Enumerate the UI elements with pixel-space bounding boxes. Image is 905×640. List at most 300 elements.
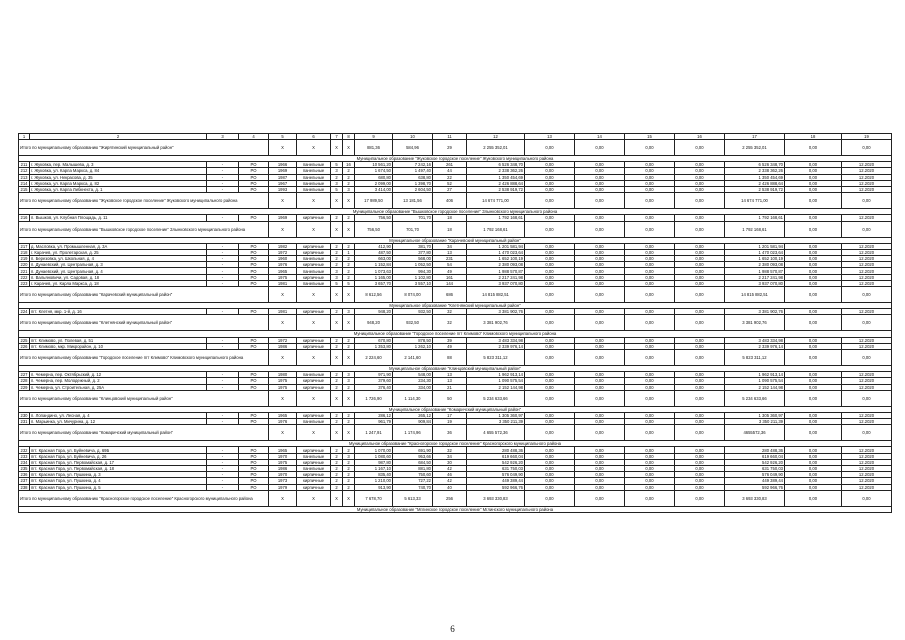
table-cell: РО	[239, 447, 269, 453]
table-cell: 0,00	[525, 215, 575, 221]
table-cell: РО	[239, 180, 269, 186]
table-cell: 0,00	[675, 412, 725, 418]
table-cell: 379,60	[355, 378, 393, 384]
table-cell: 2 152 144,98	[467, 384, 525, 390]
table-cell: X	[297, 287, 331, 303]
table-cell: 261	[433, 162, 467, 168]
table-cell: 7 678,70	[355, 490, 393, 506]
table-cell: 2	[331, 309, 343, 315]
table-cell: 1 674,50	[355, 168, 393, 174]
section-heading-row	[19, 506, 892, 512]
table-cell: 0,00	[785, 459, 842, 465]
table-cell: 0,00	[525, 459, 575, 465]
table-cell: 0,00	[785, 249, 842, 255]
table-cell: г. Жуковка, ул. Карла Маркса, д. 82	[30, 180, 207, 186]
table-cell: 1 398,70	[393, 180, 433, 186]
table-cell: 3 483 334,98	[467, 337, 525, 343]
table-cell: 0,00	[575, 484, 625, 490]
table-cell: 2	[343, 484, 355, 490]
table-cell: 5 613,33	[393, 490, 433, 506]
table-cell: 0,00	[625, 280, 675, 286]
table-cell: X	[297, 221, 331, 237]
subtotal-row	[19, 349, 892, 365]
table-cell: РО	[239, 378, 269, 384]
table-cell: X	[297, 315, 331, 331]
table-cell: 161	[433, 274, 467, 280]
table-cell: 3 693 330,83	[725, 490, 785, 506]
table-cell: 0,00	[575, 466, 625, 472]
table-cell: кирпичные	[297, 274, 331, 280]
table-cell: панельные	[297, 256, 331, 262]
table-cell: 0,00	[675, 378, 725, 384]
subtotal-row	[19, 425, 892, 441]
table-cell: 0,00	[785, 478, 842, 484]
table-cell: X	[343, 287, 355, 303]
table-cell: 2 152 144,98	[725, 384, 785, 390]
table-cell: 1 988 570,87	[725, 268, 785, 274]
table-cell: 12.2020	[842, 412, 892, 418]
table-cell: 2 538 919,72	[725, 186, 785, 192]
table-cell: РО	[239, 280, 269, 286]
table-cell: 0,00	[785, 140, 842, 156]
table-cell: пгт. Красная Гора, ул. Буйневича, д. 69Б	[30, 447, 207, 453]
table-cell: г. Жуковка, пер. Малышева, д. 3	[30, 162, 207, 168]
table-cell: -	[207, 343, 239, 349]
table-cell: -	[207, 274, 239, 280]
table-cell: 32	[433, 447, 467, 453]
table-cell: 32	[433, 315, 467, 331]
table-cell: 234,30	[393, 378, 433, 384]
column-number: 15	[625, 134, 675, 140]
table-cell: РО	[239, 472, 269, 478]
column-number: 1	[19, 134, 30, 140]
table-cell: 0,00	[625, 466, 675, 472]
table-cell: 0,00	[675, 419, 725, 425]
table-cell: 1976	[269, 419, 297, 425]
table-cell: 0,00	[625, 384, 675, 390]
table-cell: 0,00	[625, 459, 675, 465]
table-cell: 0,00	[785, 466, 842, 472]
table-cell: панельные	[297, 419, 331, 425]
table-cell: 1 070,00	[355, 447, 393, 453]
subtotal-row	[19, 490, 892, 506]
table-cell: 2	[343, 343, 355, 349]
table-cell: 1965	[269, 268, 297, 274]
table-cell: 0,00	[842, 349, 892, 365]
table-cell: РО	[239, 484, 269, 490]
table-cell: -	[207, 249, 239, 255]
table-cell: РО	[239, 274, 269, 280]
table-cell: 542 926,20	[725, 459, 785, 465]
table-cell: 1 102,80	[393, 274, 433, 280]
table-cell: 2	[343, 262, 355, 268]
table-cell: 0,00	[675, 280, 725, 286]
table-cell: 2 338 362,26	[467, 168, 525, 174]
table-cell: РО	[239, 256, 269, 262]
table-cell: X	[343, 315, 355, 331]
table-cell: X	[269, 221, 297, 237]
table-cell: кирпичные	[297, 472, 331, 478]
table-cell: г. Карачев, ул. Пролетарская, д. 25	[30, 249, 207, 255]
table-cell: 0,00	[525, 419, 575, 425]
table-cell: 0,00	[675, 309, 725, 315]
table-cell: 0,00	[675, 484, 725, 490]
table-cell: 3 657,70	[355, 280, 393, 286]
table-cell: 0,00	[525, 472, 575, 478]
table-cell: 0,00	[525, 268, 575, 274]
table-cell: 3	[331, 180, 343, 186]
table-cell: 376,40	[355, 384, 393, 390]
table-cell: 0,00	[575, 419, 625, 425]
table-cell: -	[207, 268, 239, 274]
table-cell: 39	[433, 337, 467, 343]
table-cell: 233	[20, 453, 28, 459]
section-heading: Муниципальное образование "Мглинское городское поселение" Мглинского муниципального района	[19, 506, 892, 512]
table-cell: 3 381 902,76	[467, 315, 525, 331]
table-cell: 1 652 100,19	[725, 256, 785, 262]
table-cell: 2	[331, 484, 343, 490]
table-cell: 219	[20, 256, 28, 262]
table-cell: 12.2020	[842, 378, 892, 384]
table-cell: 229	[20, 384, 28, 390]
table-cell: панельные	[297, 174, 331, 180]
table-cell: 0,00	[675, 174, 725, 180]
table-cell: 680,80	[355, 174, 393, 180]
table-cell: 0,00	[525, 186, 575, 192]
table-cell: 2	[343, 274, 355, 280]
table-cell: 5	[343, 280, 355, 286]
table-cell: 0,00	[625, 490, 675, 506]
table-cell: 50	[433, 390, 467, 406]
table-cell: 684,50	[393, 459, 433, 465]
column-number: 6	[297, 134, 331, 140]
table-cell: 1975	[269, 384, 297, 390]
table-cell: X	[297, 140, 331, 156]
table-cell: 0,00	[675, 372, 725, 378]
table-cell: -	[207, 262, 239, 268]
table-cell: 619 660,04	[467, 453, 525, 459]
table-cell: 0,00	[625, 453, 675, 459]
table-cell: 971,90	[355, 372, 393, 378]
table-cell: г. Карачев, ул. Карла Маркса, д. 18	[30, 280, 207, 286]
table-cell: 1 652 100,19	[467, 256, 525, 262]
table-cell: РО	[239, 215, 269, 221]
table-cell: 0,00	[785, 162, 842, 168]
table-cell: 0,00	[625, 372, 675, 378]
table-cell: 0,00	[625, 221, 675, 237]
table-cell: 1972	[269, 337, 297, 343]
column-number: 11	[433, 134, 467, 140]
table-cell: 0,00	[525, 447, 575, 453]
table-cell: кирпичные	[297, 243, 331, 249]
table-cell: 0,00	[785, 378, 842, 384]
table-cell: 2 538 919,72	[467, 186, 525, 192]
table-cell: 1 174,96	[393, 425, 433, 441]
table-cell: 0,00	[785, 315, 842, 331]
table-cell: 0,00	[575, 472, 625, 478]
table-cell: п. Чемерна, пер. Молодежный, д. 2	[30, 378, 207, 384]
table-cell: 5 234 633,66	[467, 390, 525, 406]
table-cell: 449 389,44	[725, 478, 785, 484]
table-cell: 0,00	[785, 349, 842, 365]
table-cell: 0,00	[675, 262, 725, 268]
table-cell: 1	[343, 249, 355, 255]
table-cell: X	[331, 425, 343, 441]
table-cell: РО	[239, 419, 269, 425]
table-cell: 2	[343, 466, 355, 472]
table-cell: 2	[331, 384, 343, 390]
table-cell: 0,00	[785, 447, 842, 453]
table-cell: 881,36	[355, 140, 393, 156]
table-cell: 1969	[269, 215, 297, 221]
column-number: 19	[842, 134, 892, 140]
table-cell: 0,00	[575, 193, 625, 209]
table-cell: 0,00	[625, 412, 675, 418]
table-cell: панельные	[297, 168, 331, 174]
table-cell: 14 674 771,00	[725, 193, 785, 209]
table-cell: 1 962 913,14	[467, 372, 525, 378]
table-cell: X	[343, 425, 355, 441]
table-cell: 0,00	[525, 343, 575, 349]
table-cell: 487,50	[355, 249, 393, 255]
table-cell: 2	[331, 419, 343, 425]
table-cell: 12.2020	[842, 419, 892, 425]
table-cell: кирпичные	[297, 343, 331, 349]
table-cell: кирпичные	[297, 378, 331, 384]
table-cell: 0,00	[575, 249, 625, 255]
table-cell: 0,00	[785, 425, 842, 441]
table-cell: 224	[20, 309, 28, 315]
table-cell: 0,00	[575, 412, 625, 418]
table-cell: 576 049,90	[467, 472, 525, 478]
table-cell: 34	[433, 243, 467, 249]
table-cell: 0,00	[525, 140, 575, 156]
table-cell: 0,00	[785, 343, 842, 349]
table-cell: 2 224,60	[355, 349, 393, 365]
table-cell: 0,00	[575, 174, 625, 180]
table-cell: 542 926,20	[467, 459, 525, 465]
table-cell: 0,00	[525, 484, 575, 490]
column-number: 14	[575, 134, 625, 140]
table-cell: 218	[20, 249, 28, 255]
section-heading: Муниципальное образование "Клинцовский муниципальный район"	[19, 365, 892, 371]
table-cell: 0,00	[785, 309, 842, 315]
table-cell: 0,00	[525, 384, 575, 390]
table-cell: 1 353,80	[355, 343, 393, 349]
table-cell: кирпичные	[297, 459, 331, 465]
table-cell: 14 815 882,51	[725, 287, 785, 303]
table-cell: X	[269, 349, 297, 365]
table-cell: X	[343, 490, 355, 506]
table-cell: 0,00	[785, 337, 842, 343]
table-cell: 0,00	[575, 372, 625, 378]
table-cell: -	[207, 447, 239, 453]
table-cell: 878,50	[393, 337, 433, 343]
table-cell: 238	[20, 484, 28, 490]
table-cell: 280 488,36	[725, 447, 785, 453]
table-cell: 12.2020	[842, 168, 892, 174]
page-number: 6	[450, 624, 455, 634]
table-cell: РО	[239, 337, 269, 343]
table-cell: 0,00	[525, 287, 575, 303]
table-cell: 0,00	[575, 478, 625, 484]
table-cell: 1 152,84	[355, 262, 393, 268]
table-cell: 2	[331, 343, 343, 349]
table-cell: X	[343, 221, 355, 237]
table-cell: г. Жуковка, ул. Карла Либкнехта, д. 1	[30, 186, 207, 192]
table-cell: 0,00	[575, 186, 625, 192]
table-cell: X	[297, 349, 331, 365]
table-cell: 2	[343, 412, 355, 418]
table-cell: 0,00	[675, 193, 725, 209]
table-cell: 225	[20, 337, 28, 343]
table-cell: кирпичные	[297, 478, 331, 484]
table-cell: 0,00	[525, 256, 575, 262]
table-cell: 0,00	[575, 315, 625, 331]
table-cell: 0,00	[575, 378, 625, 384]
table-cell: 2	[343, 384, 355, 390]
table-cell: X	[343, 390, 355, 406]
table-cell: 0,00	[525, 337, 575, 343]
table-cell: 0,00	[625, 140, 675, 156]
repair-register-table	[18, 133, 892, 513]
table-cell: 40	[433, 484, 467, 490]
table-cell: X	[297, 193, 331, 209]
table-cell: 0,00	[785, 490, 842, 506]
table-cell: 0,00	[785, 484, 842, 490]
table-cell: 0,00	[625, 343, 675, 349]
table-cell: -	[207, 453, 239, 459]
column-number: 3	[207, 134, 239, 140]
table-cell: 740,70	[393, 484, 433, 490]
table-cell: 0,00	[785, 280, 842, 286]
table-cell: 1966	[269, 162, 297, 168]
table-cell: 0,00	[575, 215, 625, 221]
table-cell: 0,00	[575, 140, 625, 156]
table-cell: 30	[433, 459, 467, 465]
table-cell: 1 090 575,54	[467, 378, 525, 384]
table-cell: РО	[239, 478, 269, 484]
table-cell: 1975	[269, 274, 297, 280]
table-cell: 909,84	[393, 419, 433, 425]
table-cell: 0,00	[785, 174, 842, 180]
table-cell: 412,90	[355, 243, 393, 249]
table-cell: 2 380 093,08	[467, 262, 525, 268]
table-cell: X	[331, 349, 343, 365]
table-cell: панельные	[297, 372, 331, 378]
table-cell: 2 339 976,14	[725, 343, 785, 349]
table-cell: 1987	[269, 174, 297, 180]
table-cell: -	[207, 478, 239, 484]
table-cell: 12.2020	[842, 447, 892, 453]
column-number: 10	[393, 134, 433, 140]
table-cell: 0,00	[525, 453, 575, 459]
table-cell: 576 049,90	[725, 472, 785, 478]
table-cell: 0,00	[525, 425, 575, 441]
table-cell: 6 526 348,70	[725, 162, 785, 168]
table-cell: 1970	[269, 472, 297, 478]
table-cell: 1965	[269, 447, 297, 453]
table-cell: кирпичные	[297, 484, 331, 490]
table-cell: 0,00	[575, 343, 625, 349]
table-cell: 913,90	[355, 484, 393, 490]
table-cell: пгт. Климово, мкр. Микрорайон, д. 10	[30, 343, 207, 349]
table-cell: 2	[331, 243, 343, 249]
table-cell: X	[297, 490, 331, 506]
table-cell: 88	[433, 349, 467, 365]
table-cell: пгт. Красная Гора, ул. Буйневича, д. 26	[30, 453, 207, 459]
table-cell: 0,00	[842, 490, 892, 506]
subtotal-label: Итого по муниципальному образованию "Клинцовский муниципальный район"	[19, 390, 269, 406]
table-cell: 5 234 633,66	[725, 390, 785, 406]
table-cell: -	[207, 174, 239, 180]
table-cell: 46	[433, 472, 467, 478]
table-cell: 230	[20, 412, 28, 418]
table-cell: панельные	[297, 162, 331, 168]
table-cell: -	[207, 484, 239, 490]
table-cell: 1 962 913,14	[725, 372, 785, 378]
table-cell: кирпичные	[297, 337, 331, 343]
table-cell: 12.2020	[842, 162, 892, 168]
table-cell: 619 660,04	[725, 453, 785, 459]
table-cell: 18	[433, 215, 467, 221]
table-cell: пгт. Красная Гора, ул. Пушкина, д. 3	[30, 472, 207, 478]
table-cell: 0,00	[675, 215, 725, 221]
table-cell: 1 073,63	[355, 268, 393, 274]
table-cell: 1986	[269, 343, 297, 349]
table-cell: 42	[433, 478, 467, 484]
table-cell: 377,80	[393, 249, 433, 255]
table-cell: 6 526 348,70	[467, 162, 525, 168]
column-number: 8	[343, 134, 355, 140]
table-cell: 0,00	[575, 274, 625, 280]
subtotal-label: Итого по муниципальному образованию "Карачевский муниципальный район"	[19, 287, 269, 303]
table-cell: 12.2020	[842, 453, 892, 459]
table-cell: 2 099,00	[355, 180, 393, 186]
table-cell: 0,00	[675, 453, 725, 459]
table-cell: 4 655 572,36	[467, 425, 525, 441]
table-cell: 1969	[269, 168, 297, 174]
table-cell: X	[297, 425, 331, 441]
register-sheet	[18, 133, 891, 513]
table-cell: 12.2020	[842, 459, 892, 465]
table-cell: 932,50	[393, 315, 433, 331]
column-number: 16	[675, 134, 725, 140]
table-cell: РО	[239, 459, 269, 465]
table-cell: 0,00	[675, 459, 725, 465]
table-cell: 211	[19, 162, 30, 168]
table-cell: 727,22	[393, 478, 433, 484]
table-cell: -	[207, 309, 239, 315]
table-cell: -	[207, 256, 239, 262]
table-cell: 2	[343, 168, 355, 174]
table-cell: 0,00	[675, 268, 725, 274]
table-cell: 0,00	[575, 390, 625, 406]
table-cell: пгт. Красная Гора, ул. Пушкина, д. 5	[30, 484, 207, 490]
table-cell: РО	[239, 384, 269, 390]
table-cell: 0,00	[842, 390, 892, 406]
table-cell: 235	[20, 466, 28, 472]
table-cell: 2	[331, 453, 343, 459]
table-cell: д. Масловка, ул. Промышленная, д. 3А	[30, 243, 207, 249]
table-cell: 0,00	[675, 274, 725, 280]
table-cell: 568,00	[393, 256, 433, 262]
table-cell: 0,00	[575, 490, 625, 506]
table-cell: 0,00	[525, 193, 575, 209]
table-cell: 0,00	[785, 215, 842, 221]
table-cell: -	[207, 215, 239, 221]
table-cell: 0,00	[785, 256, 842, 262]
